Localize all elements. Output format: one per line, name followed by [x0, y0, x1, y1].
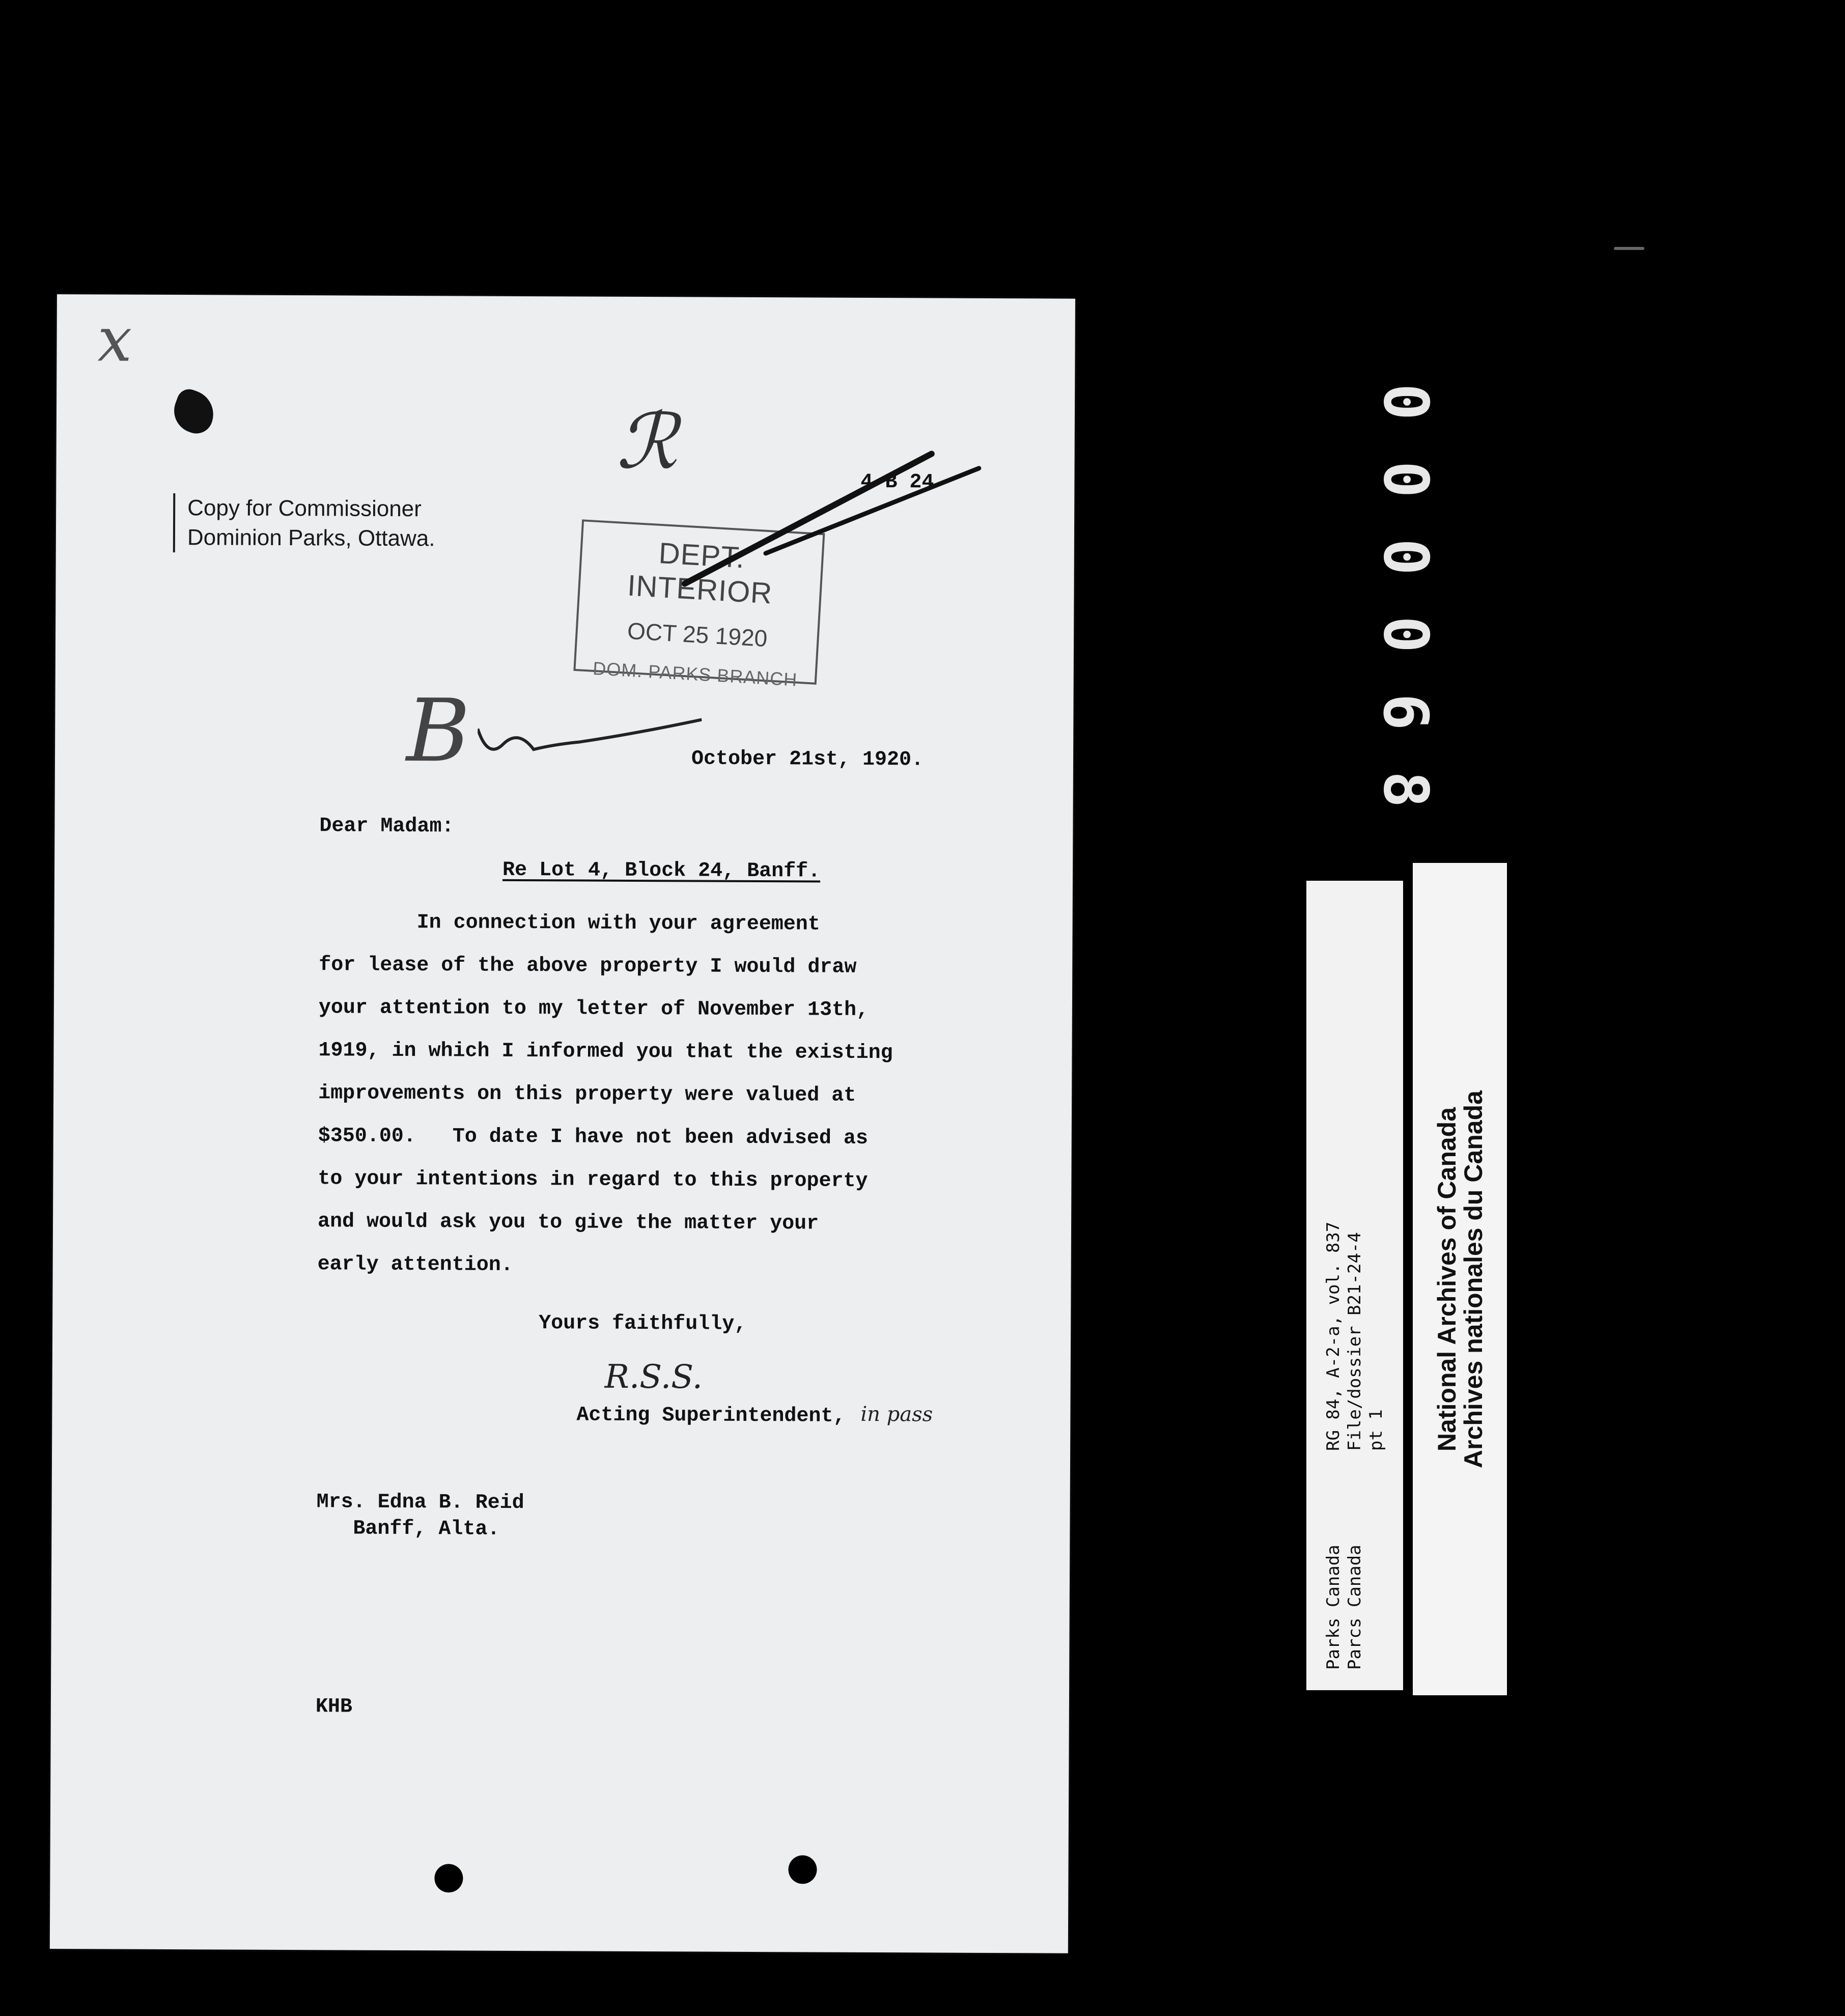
- body-line: In connection with your agreement: [319, 911, 820, 936]
- copy-note: [173, 493, 435, 553]
- letter-sheet: [50, 294, 1075, 1953]
- stamp-department: DEPT. INTERIOR: [626, 536, 773, 610]
- subject-line: Re Lot 4, Block 24, Banff.: [502, 858, 821, 883]
- handwritten-flourish: [478, 714, 702, 761]
- frame-number: 000068: [1369, 383, 1441, 849]
- handwritten-annotation: in pass: [860, 1402, 933, 1426]
- punch-hole: [788, 1855, 817, 1884]
- stamp-branch: DOM. PARKS BRANCH: [592, 657, 798, 690]
- body-line: improvements on this property were valued at: [318, 1082, 856, 1107]
- addressee: [316, 1489, 524, 1543]
- institution-name-fr: Archives nationales du Canada: [1459, 1090, 1488, 1468]
- body-line: to your intentions in regard to this property: [318, 1167, 868, 1193]
- institution-label: [1413, 863, 1507, 1695]
- file-reference: 4 B 24: [860, 470, 934, 494]
- label-blank: [1365, 1451, 1387, 1690]
- body-line: your attention to my letter of November 13th,: [318, 996, 869, 1022]
- body-line: for lease of the above property I would draw: [319, 954, 857, 979]
- letter-date: October 21st, 1920.: [691, 747, 924, 772]
- label-row: [1323, 881, 1344, 1690]
- record-group: RG 84, A-2-a, vol. 837: [1323, 1221, 1344, 1451]
- signoff-title: Acting Superintendent,: [576, 1404, 846, 1428]
- typist-initials: KHB: [315, 1695, 353, 1719]
- letter-body: [318, 901, 981, 1289]
- body-line: and would ask you to give the matter your: [317, 1210, 819, 1236]
- signature-initials: R.S.S.: [604, 1358, 703, 1396]
- agency-name-fr: Parcs Canada: [1345, 1545, 1365, 1670]
- agency-name: Parks Canada: [1323, 1545, 1344, 1670]
- addressee-name: Mrs. Edna B. Reid: [316, 1491, 524, 1515]
- archive-reference-label: [1306, 881, 1403, 1690]
- body-line: early attention.: [317, 1253, 513, 1277]
- part-number: pt 1: [1366, 1409, 1386, 1451]
- file-number: File/dossier B21-24-4: [1345, 1232, 1365, 1451]
- film-speck: [1614, 247, 1644, 250]
- closing: Yours faithfully,: [539, 1312, 747, 1336]
- handwritten-scrawl: ℛ: [616, 397, 678, 487]
- punch-hole: [434, 1864, 463, 1892]
- salutation: Dear Madam:: [319, 815, 454, 838]
- copy-note-line-1: Copy for Commissioner: [187, 495, 422, 522]
- label-row: [1344, 881, 1365, 1690]
- body-line: $350.00. To date I have not been advised as: [318, 1125, 869, 1150]
- handwritten-initial: B: [406, 681, 470, 782]
- stamp-date: OCT 25 1920: [626, 617, 768, 652]
- label-row: [1365, 881, 1387, 1690]
- copy-note-line-2: Dominion Parks, Ottawa.: [187, 525, 435, 551]
- ink-blot: [168, 386, 220, 438]
- handwritten-mark: x: [97, 304, 132, 376]
- addressee-location: Banff, Alta.: [316, 1517, 500, 1541]
- institution-name-en: National Archives of Canada: [1432, 1107, 1461, 1451]
- body-line: 1919, in which I informed you that the existing: [318, 1039, 893, 1065]
